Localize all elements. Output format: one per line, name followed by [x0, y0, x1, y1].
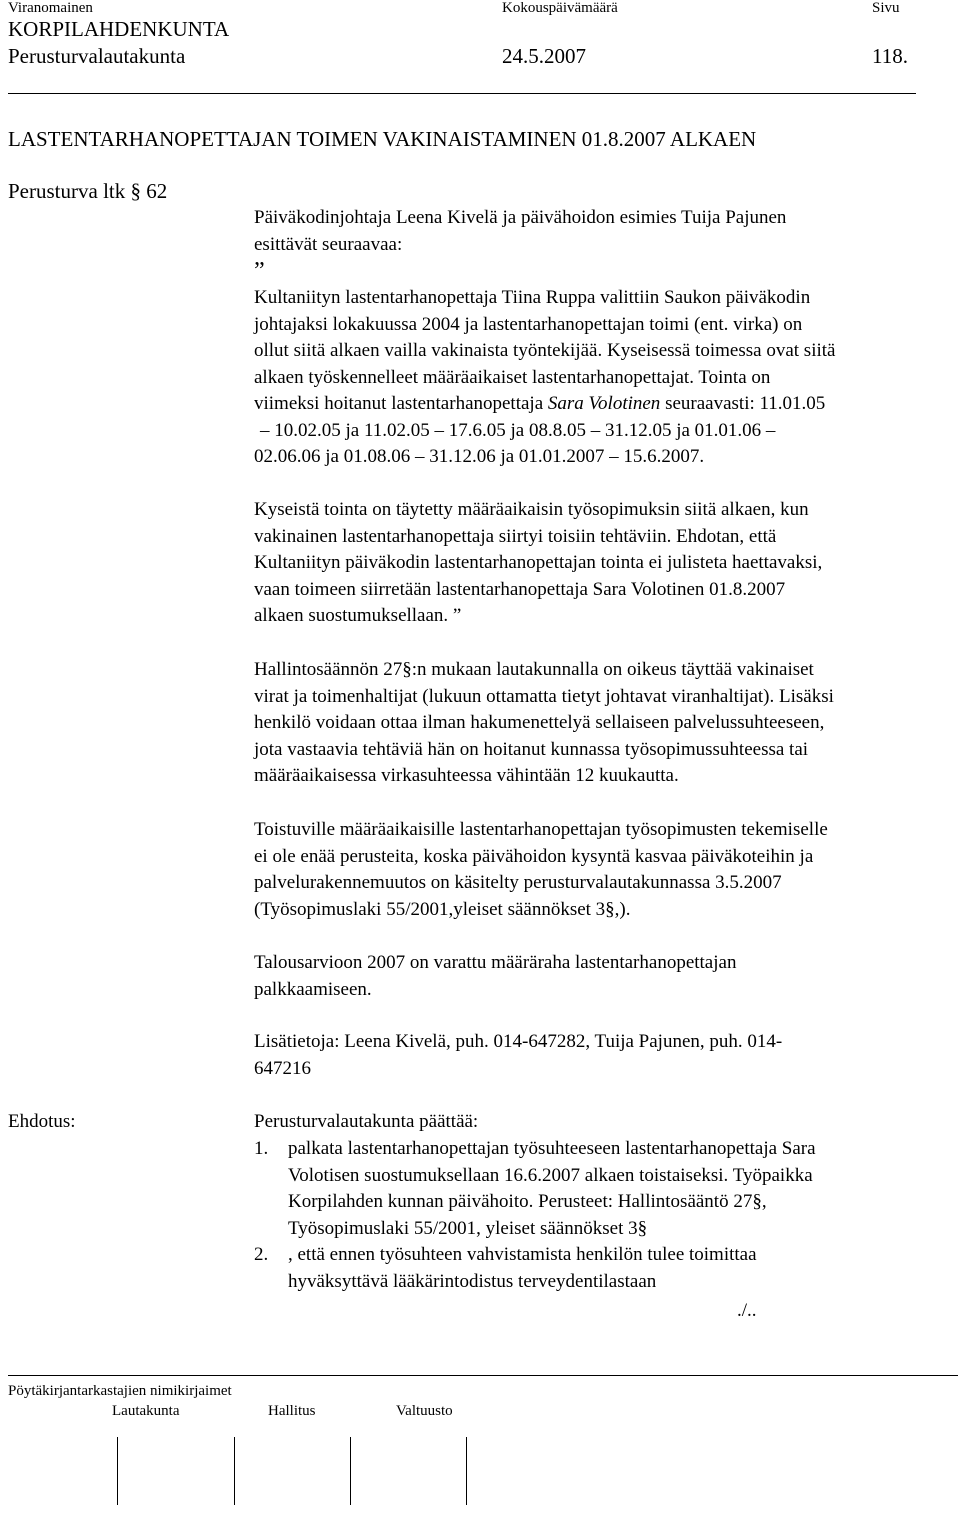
item-line: hyväksyttävä lääkärintodistus terveydentilastaan — [288, 1270, 657, 1292]
signature-box-divider — [466, 1437, 467, 1505]
paragraph-line: Kyseistä tointa on täytetty määräaikaisin työsopimuksin siitä alkaen, kun — [254, 499, 809, 520]
intro-line: esittävät seuraavaa: — [254, 233, 403, 255]
paragraph-administrative-rule — [254, 657, 834, 790]
item-number: 1. — [254, 1138, 269, 1159]
paragraph-proposal-statement — [254, 497, 822, 630]
item-text — [288, 1242, 757, 1295]
item-line: Volotisen suostumuksellaan 16.6.2007 alkaen toistaiseksi. Työpaikka — [288, 1164, 813, 1186]
paragraph-line: Kultaniityn päiväkodin lastentarhanopettajan tointa ei julisteta haettavaksi, — [254, 552, 823, 573]
paragraph-line: Lisätietoja: Leena Kivelä, puh. 014-647282, Tuija Pajunen, puh. 014- — [254, 1031, 783, 1052]
footer-divider — [8, 1375, 958, 1376]
section-reference: Perusturva ltk § 62 — [8, 179, 168, 203]
paragraph-line: ollut siitä alkaen vailla vakinaista työntekijää. Kyseisessä toimessa ovat siitä — [254, 340, 836, 361]
paragraph-line: Talousarvioon 2007 on varattu määräraha lastentarhanopettajan — [254, 952, 737, 973]
item-number: 2. — [254, 1244, 269, 1265]
paragraph-line: Hallintosäännön 27§:n mukaan lautakunnalla on oikeus täyttää vakinaiset — [254, 659, 814, 680]
paragraph-line: jota vastaavia tehtäviä hän on hoitanut kunnassa työsopimussuhteessa tai — [254, 738, 809, 760]
continued-marker: ./.. — [737, 1300, 757, 1321]
footer-column-government: Hallitus — [268, 1403, 316, 1419]
proposal-label: Ehdotus: — [8, 1111, 76, 1132]
organization-name: KORPILAHDENKUNTA — [8, 17, 230, 41]
employee-name: Sara Volotinen — [547, 393, 661, 414]
paragraph-line: alkaen suostumuksellaan. ” — [254, 605, 462, 626]
paragraph-line: virat ja toimenhaltijat (lukuun ottamatta tietyt johtavat viranhaltijat). Lisäksi — [254, 685, 834, 707]
paragraph-line: Toistuville määräaikaisille lastentarhanopettajan työsopimusten tekemiselle — [254, 819, 828, 840]
line-text: viimeksi hoitanut lastentarhanopettaja — [254, 393, 548, 414]
item-line: palkata lastentarhanopettajan työsuhteeseen lastentarhanopettaja Sara — [288, 1138, 816, 1159]
item-line: , että ennen työsuhteen vahvistamista henkilön tulee toimittaa — [288, 1244, 757, 1265]
paragraph-line: (Työsopimuslaki 55/2001,yleiset säännökset 3§,). — [254, 898, 631, 920]
paragraph-line: 647216 — [254, 1057, 311, 1079]
signature-box-divider — [234, 1437, 235, 1505]
paragraph-line: Kultaniityn lastentarhanopettaja Tiina Ruppa valittiin Saukon päiväkodin — [254, 287, 811, 308]
document-title: LASTENTARHANOPETTAJAN TOIMEN VAKINAISTAMINEN 01.8.2007 ALKAEN — [8, 127, 757, 151]
line-text: seuraavasti: 11.01.05 — [660, 393, 826, 414]
intro-paragraph — [254, 205, 786, 284]
footer-column-board: Lautakunta — [112, 1403, 180, 1419]
footer-initials-label: Pöytäkirjantarkastajien nimikirjaimet — [8, 1383, 232, 1399]
paragraph-line — [254, 391, 835, 418]
paragraph-background — [254, 285, 835, 471]
paragraph-line: ei ole enää perusteita, koska päivähoidon kysyntä kasvaa päiväkoteihin ja — [254, 845, 814, 867]
header-date-label: Kokouspäivämäärä — [502, 0, 618, 16]
authority-name: Perusturvalautakunta — [8, 44, 186, 68]
signature-box-divider — [350, 1437, 351, 1505]
decision-heading: Perusturvalautakunta päättää: — [254, 1111, 479, 1132]
item-line: Korpilahden kunnan päivähoito. Perusteet: Hallintosääntö 27§, — [288, 1191, 767, 1212]
paragraph-justification — [254, 817, 828, 923]
footer-column-council: Valtuusto — [396, 1403, 453, 1419]
header-divider — [8, 93, 916, 94]
open-quote: ” — [254, 258, 265, 284]
paragraph-line: vaan toimeen siirretään lastentarhanopettaja Sara Volotinen 01.8.2007 — [254, 578, 786, 600]
paragraph-line: johtajaksi lokakuussa 2004 ja lastentarhanopettajan toimi (ent. virka) on — [254, 313, 803, 335]
paragraph-line: palkkaamiseen. — [254, 978, 372, 1000]
header-page-label: Sivu — [872, 0, 900, 16]
paragraph-line: palvelurakennemuutos on käsitelty perusturvalautakunnassa 3.5.2007 — [254, 872, 782, 893]
signature-box-divider — [117, 1437, 118, 1505]
paragraph-contact-info — [254, 1029, 782, 1082]
intro-line: Päiväkodinjohtaja Leena Kivelä ja päivähoidon esimies Tuija Pajunen — [254, 207, 787, 228]
paragraph-line: 02.06.06 ja 01.08.06 – 31.12.06 ja 01.01.2007 – 15.6.2007. — [254, 446, 705, 467]
meeting-date: 24.5.2007 — [502, 44, 586, 68]
paragraph-line: – 10.02.05 ja 11.02.05 – 17.6.05 ja 08.8.05 – 31.12.05 ja 01.01.06 – — [260, 419, 776, 441]
header-authority-label: Viranomainen — [8, 0, 93, 16]
paragraph-line: vakinainen lastentarhanopettaja siirtyi toisiin tehtäviin. Ehdotan, että — [254, 525, 777, 547]
paragraph-line: henkilö voidaan ottaa ilman hakumenettelyä sellaiseen palvelussuhteeseen, — [254, 712, 825, 733]
page-number: 118. — [872, 44, 908, 68]
paragraph-line: alkaen työskennelleet määräaikaiset lastentarhanopettajat. Tointa on — [254, 366, 771, 388]
paragraph-budget — [254, 950, 736, 1003]
item-line: Työsopimuslaki 55/2001, yleiset säännökset 3§ — [288, 1217, 648, 1239]
item-text — [288, 1136, 816, 1242]
paragraph-line: määräaikaisessa virkasuhteessa vähintään 12 kuukautta. — [254, 765, 679, 786]
